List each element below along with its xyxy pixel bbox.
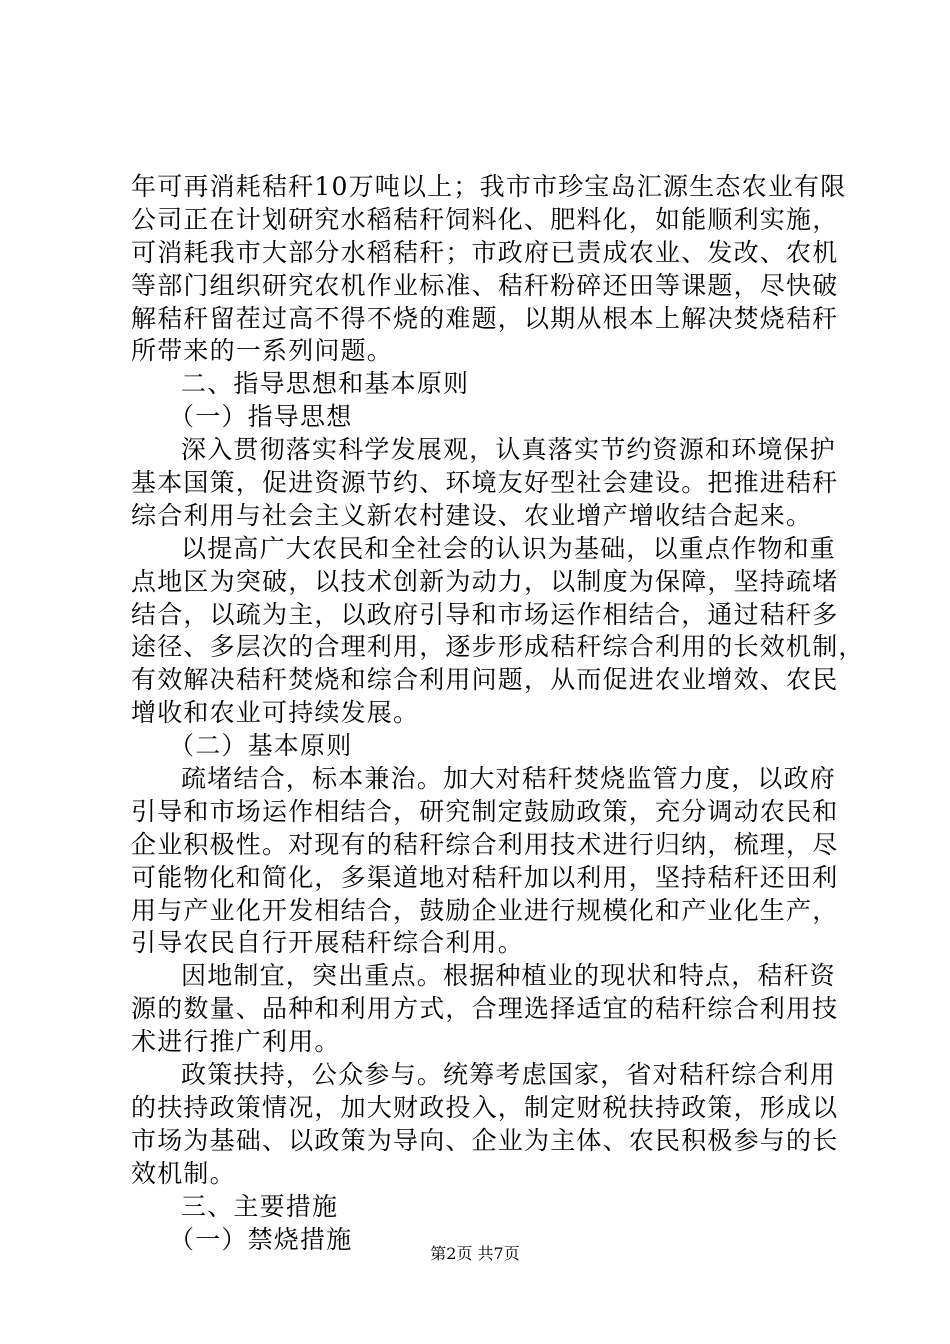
text-line: 企业积极性。对现有的秸秆综合利用技术进行归纳，梳理，尽 [131,829,839,859]
text-line: 基本国策，促进资源节约、环境友好型社会建设。把推进秸秆 [131,468,839,498]
text-line: 所带来的一系列问题。 [131,336,394,366]
text-line: 源的数量、品种和利用方式，合理选择适宜的秸秆综合利用技 [131,994,839,1024]
text-line: 市场为基础、以政策为导向、企业为主体、农民积极参与的长 [131,1125,839,1155]
section-heading: （一）指导思想 [169,402,353,432]
section-heading: （二）基本原则 [169,731,353,761]
text-line: 途径、多层次的合理利用，逐步形成秸秆综合利用的长效机制， [131,632,865,662]
text-line: 以提高广大农民和全社会的认识为基础，以重点作物和重 [181,533,837,563]
page-footer: 第2页 共7页 [430,1244,520,1263]
text-line: 结合，以疏为主，以政府引导和市场运作相结合，通过秸秆多 [131,599,839,629]
text-line: 政策扶持，公众参与。统筹考虑国家，省对秸秆综合利用 [181,1060,837,1090]
text-line: 增收和农业可持续发展。 [131,698,420,728]
text-line: 公司正在计划研究水稻秸秆饲料化、肥料化，如能顺利实施， [131,204,839,234]
text-line: 用与产业化开发相结合，鼓励企业进行规模化和产业化生产， [131,895,839,925]
text-line: 引导农民自行开展秸秆综合利用。 [131,928,525,958]
text-line: 年可再消耗秸秆10万吨以上；我市市珍宝岛汇源生态农业有限 [131,172,847,201]
text-line: 术进行推广利用。 [131,1027,341,1057]
text-line: 深入贯彻落实科学发展观，认真落实节约资源和环境保护 [181,435,837,465]
section-heading: （一）禁烧措施 [169,1224,353,1254]
text-line: 疏堵结合，标本兼治。加大对秸秆焚烧监管力度，以政府 [181,764,837,794]
text-line: 综合利用与社会主义新农村建设、农业增产增收结合起来。 [131,500,813,530]
document-body [131,171,865,1256]
text-line: 因地制宜，突出重点。根据种植业的现状和特点，秸秆资 [181,961,837,991]
text-line: 可能物化和简化，多渠道地对秸秆加以利用，坚持秸秆还田利 [131,862,839,892]
text-line: 引导和市场运作相结合，研究制定鼓励政策，充分调动农民和 [131,796,839,826]
text-line: 效机制。 [131,1158,236,1188]
text-line: 解秸秆留茬过高不得不烧的难题，以期从根本上解决焚烧秸秆 [131,303,839,333]
text-line: 有效解决秸秆焚烧和综合利用问题，从而促进农业增效、农民 [131,665,839,695]
text-line: 的扶持政策情况，加大财政投入，制定财税扶持政策，形成以 [131,1092,839,1122]
text-line: 可消耗我市大部分水稻秸秆；市政府已责成农业、发改、农机 [131,237,839,267]
section-heading: 二、指导思想和基本原则 [181,369,470,399]
section-heading: 三、主要措施 [181,1191,339,1221]
text-line: 点地区为突破，以技术创新为动力，以制度为保障，坚持疏堵 [131,566,839,596]
text-line: 等部门组织研究农机作业标准、秸秆粉碎还田等课题，尽快破 [131,270,839,300]
